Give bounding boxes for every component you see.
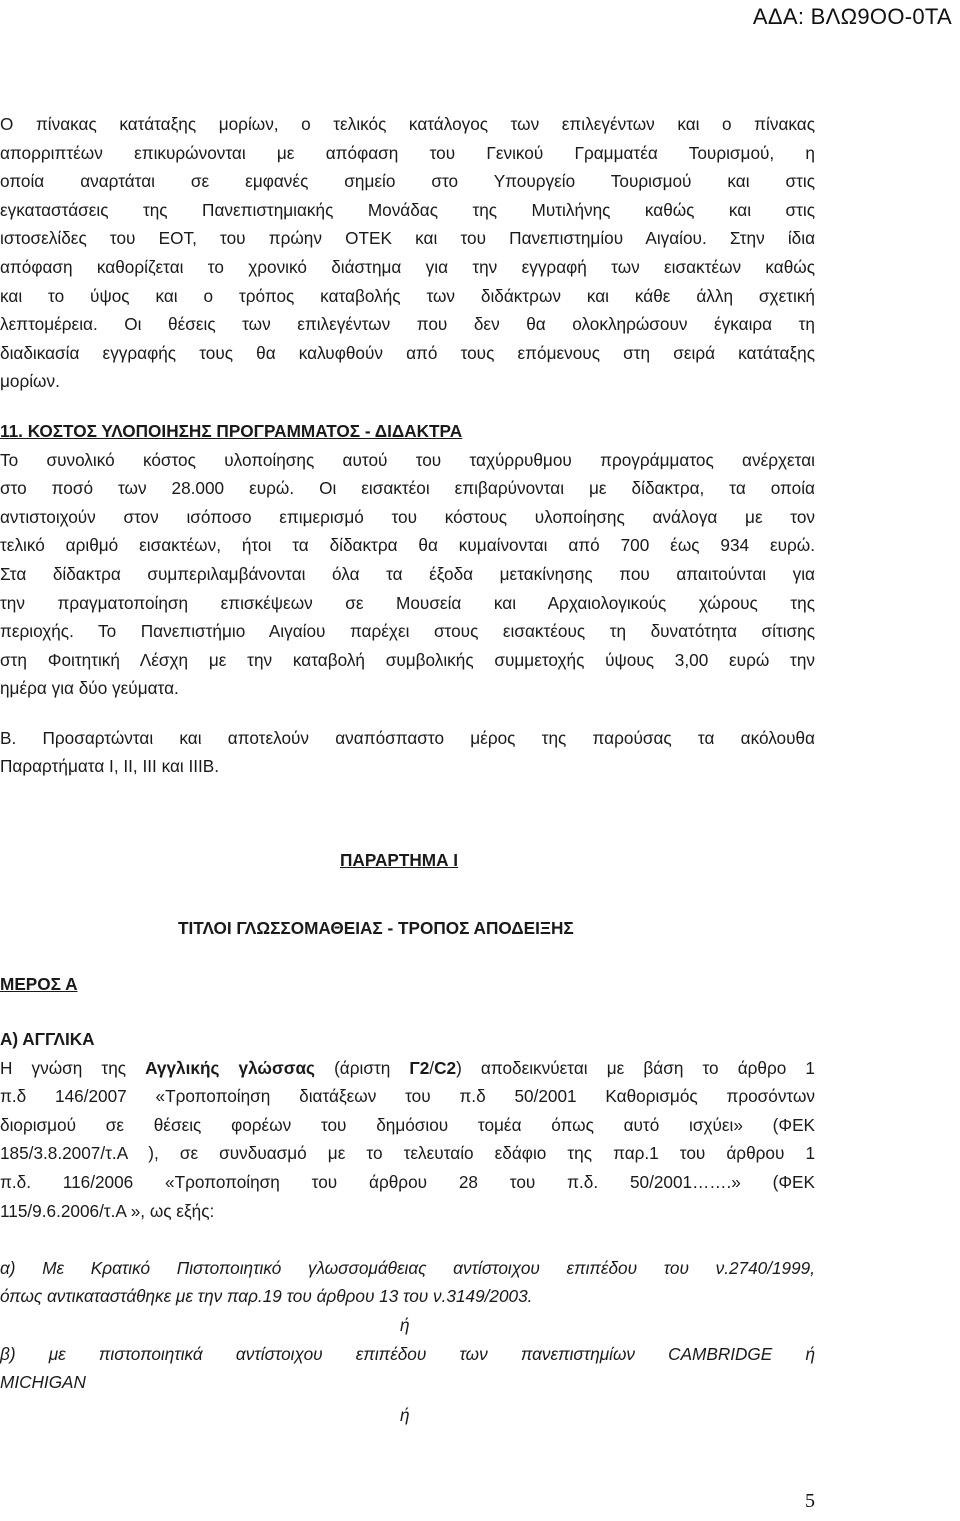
level-code-greek: Γ2 xyxy=(409,1057,430,1078)
paragraph-line: Στα δίδακτρα συμπεριλαμβάνονται όλα τα έξοδα μετακίνησης που απαιτούνται για xyxy=(0,563,815,584)
section-11 xyxy=(0,417,815,703)
text-run: / xyxy=(429,1057,435,1078)
paragraph-line: την πραγματοποίηση επισκέψεων σε Μουσεία και Αρχαιολογικούς χώρους της xyxy=(0,592,815,613)
paragraph-line: ιστοσελίδες του ΕΟΤ, του πρώην ΟΤΕΚ και του Πανεπιστημίου Αιγαίου. Στην ίδια xyxy=(0,228,815,249)
paragraph-line: μορίων. xyxy=(0,371,60,392)
paragraph-line: Β. Προσαρτώνται και αποτελούν αναπόσπαστο μέρος της παρούσας τα ακόλουθα xyxy=(0,727,815,748)
paragraph-line: Το συνολικό κόστος υλοποίησης αυτού του ταχύρρυθμου προγράμματος ανέρχεται xyxy=(0,449,815,470)
section-11-heading: 11. ΚΟΣΤΟΣ ΥΛΟΠΟΙΗΣΗΣ ΠΡΟΓΡΑΜΜΑΤΟΣ - ΔΙΔΑΚΤΡΑ xyxy=(0,420,463,441)
paragraph-line: διορισμού σε θέσεις φορέων του δημόσιου τομέα όπως αυτό ισχύει» (ΦΕΚ xyxy=(0,1114,815,1135)
paragraph-line: εγκαταστάσεις της Πανεπιστημιακής Μονάδας της Μυτιλήνης καθώς και στις xyxy=(0,199,815,220)
paragraph-line xyxy=(0,1054,815,1083)
or-separator: ή xyxy=(400,1314,410,1335)
english-heading: Α) ΑΓΓΛΙΚΑ xyxy=(0,1029,95,1049)
english-section xyxy=(0,1025,815,1429)
paragraph-line: περιοχής. Το Πανεπιστήμιο Αιγαίου παρέχει στους εισακτέους τη δυνατότητα σίτισης xyxy=(0,621,815,642)
paragraph-line: 115/9.6.2006/τ.Α », ως εξής: xyxy=(0,1200,215,1221)
paragraph-line: αντιστοιχούν στον ισόποσο επιμερισμό του κόστους υλοποίησης ανάλογα με τον xyxy=(0,506,815,527)
option-b-line: β) με πιστοποιητικά αντίστοιχου επιπέδου των πανεπιστημίων CAMBRIDGE ή xyxy=(0,1343,815,1364)
paragraph-line: στη Φοιτητική Λέσχη με την καταβολή συμβολικής συμμετοχής ύψους 3,00 ευρώ την xyxy=(0,649,815,670)
paragraph-line: Ο πίνακας κατάταξης μορίων, ο τελικός κατάλογος των επιλεγέντων και ο πίνακας xyxy=(0,114,815,134)
annex-title: ΠΑΡΑΡΤΗΜΑ Ι xyxy=(340,850,459,870)
option-a-line: α) Με Κρατικό Πιστοποιητικό γλωσσομάθειας αντίστοιχου επιπέδου του ν.2740/1999, xyxy=(0,1257,815,1278)
text-run: Η γνώση της xyxy=(0,1057,146,1078)
paragraph-line: π.δ 146/2007 «Τροποποίηση διατάξεων του π.δ 50/2001 Καθορισμός προσόντων xyxy=(0,1086,815,1107)
paragraph-line: ημέρα για δύο γεύματα. xyxy=(0,678,179,699)
paragraph-line: τελικό αριθμό εισακτέων, ήτοι τα δίδακτρα θα κυμαίνονται από 700 έως 934 ευρώ. xyxy=(0,535,815,556)
annex-subtitle: ΤΙΤΛΟΙ ΓΛΩΣΣΟΜΑΘΕΙΑΣ - ΤΡΟΠΟΣ ΑΠΟΔΕΙΞΗΣ xyxy=(178,918,574,938)
paragraph-line: 185/3.8.2007/τ.Α ), σε συνδυασμό με το τελευταίο εδάφιο της παρ.1 του άρθρου 1 xyxy=(0,1143,815,1164)
option-a-line: όπως αντικαταστάθηκε με την παρ.19 του άρθρου 13 του ν.3149/2003. xyxy=(0,1286,533,1307)
part-a-heading: ΜΕΡΟΣ Α xyxy=(0,974,78,994)
language-name: Αγγλικής γλώσσας xyxy=(145,1057,315,1078)
page-number: 5 xyxy=(805,1490,815,1512)
document-ada-code: ΑΔΑ: ΒΛΩ9ΟΟ-0ΤΑ xyxy=(752,4,952,29)
paragraph-line: π.δ. 116/2006 «Τροποποίηση του άρθρου 28 του π.δ. 50/2001…….» (ΦΕΚ xyxy=(0,1171,815,1192)
paragraph-line: λεπτομέρεια. Οι θέσεις των επιλεγέντων που δεν θα ολοκληρώσουν έγκαιρα τη xyxy=(0,314,815,335)
text-run: ) αποδεικνύεται με βάση το άρθρο 1 xyxy=(456,1057,815,1078)
text-run: (άριστη xyxy=(314,1057,410,1078)
paragraph-line: Παραρτήματα Ι, ΙΙ, ΙΙΙ και ΙΙΙΒ. xyxy=(0,756,220,777)
paragraph-line: απορριπτέων επικυρώνονται με απόφαση του Γενικού Γραμματέα Τουρισμού, η xyxy=(0,142,815,163)
intro-paragraph xyxy=(0,110,815,396)
or-separator: ή xyxy=(400,1404,410,1425)
level-code-latin: C2 xyxy=(434,1057,457,1078)
paragraph-line: στο ποσό των 28.000 ευρώ. Οι εισακτέοι επιβαρύνονται με δίδακτρα, τα οποία xyxy=(0,478,815,499)
document-body xyxy=(0,110,815,781)
paragraph-line: απόφαση καθορίζεται το χρονικό διάστημα για την εγγραφή των εισακτέων καθώς xyxy=(0,256,815,277)
paragraph-line: και το ύψος και ο τρόπος καταβολής των διδάκτρων και κάθε άλλη σχετική xyxy=(0,285,815,306)
section-b xyxy=(0,724,815,781)
option-b-line: MICHIGAN xyxy=(0,1372,86,1393)
paragraph-line: διαδικασία εγγραφής τους θα καλυφθούν από τους επόμενους στη σειρά κατάταξης xyxy=(0,342,815,363)
paragraph-line: οποία αναρτάται σε εμφανές σημείο στο Υπουργείο Τουρισμού και στις xyxy=(0,171,815,192)
